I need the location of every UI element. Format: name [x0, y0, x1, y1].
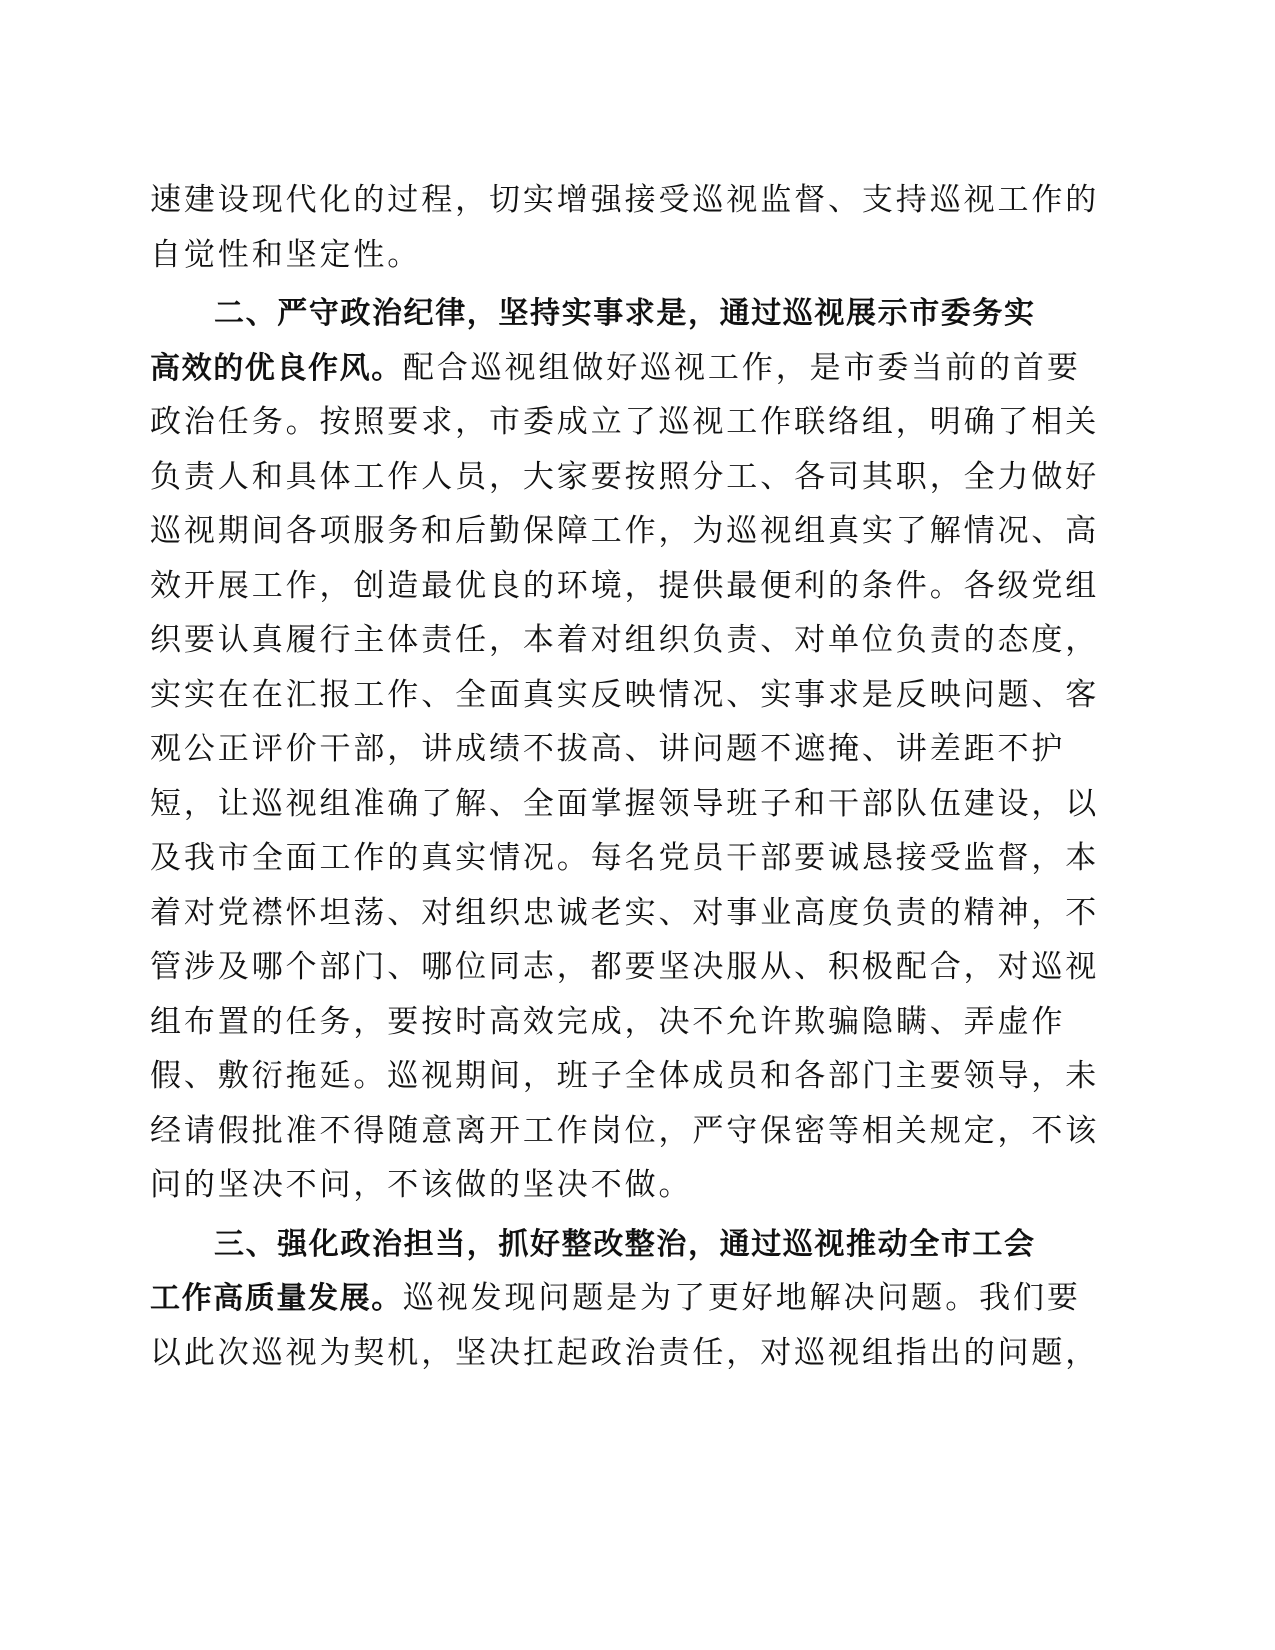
text-line: 织要认真履行主体责任，本着对组织负责、对单位负责的态度， [150, 622, 1100, 658]
body-text: 巡视发现问题是为了更好地解决问题。我们要 [402, 1280, 1081, 1316]
section-heading-line [150, 1217, 1035, 1272]
text-line [150, 1271, 1081, 1326]
section-heading-three: 三、强化政治担当，抓好整改整治，通过巡视推动全市工会 [214, 1226, 1036, 1262]
document-page [150, 173, 1100, 1380]
text-line: 问的坚决不问，不该做的坚决不做。 [150, 1167, 693, 1203]
section-heading-two: 二、严守政治纪律，坚持实事求是，通过巡视展示市委务实 [214, 296, 1036, 331]
text-line: 及我市全面工作的真实情况。每名党员干部要诚恳接受监督，本 [150, 840, 1100, 876]
text-line: 以此次巡视为契机，坚决扛起政治责任，对巡视组指出的问题， [150, 1334, 1100, 1371]
text-line: 巡视期间各项服务和后勤保障工作，为巡视组真实了解情况、高 [150, 513, 1100, 549]
text-line: 着对党襟怀坦荡、对组织忠诚老实、对事业高度负责的精神，不 [150, 894, 1100, 931]
body-text: 配合巡视组做好巡视工作，是市委当前的首要 [402, 349, 1081, 386]
text-line: 经请假批准不得随意离开工作岗位，严守保密等相关规定，不该 [150, 1112, 1100, 1149]
text-line: 效开展工作，创造最优良的环境，提供最便利的条件。各级党组 [150, 567, 1100, 604]
text-line: 速建设现代化的过程，切实增强接受巡视监督、支持巡视工作的 [150, 182, 1100, 218]
text-line: 管涉及哪个部门、哪位同志，都要坚决服从、积极配合，对巡视 [150, 949, 1100, 985]
section-heading-line [150, 286, 1035, 341]
text-line: 短，让巡视组准确了解、全面掌握领导班子和干部队伍建设，以 [150, 785, 1100, 822]
text-line: 自觉性和坚定性。 [150, 236, 422, 273]
text-line: 政治任务。按照要求，市委成立了巡视工作联络组，明确了相关 [150, 404, 1100, 440]
text-line: 观公正评价干部，讲成绩不拔高、讲问题不遮掩、讲差距不护 [150, 731, 1066, 767]
text-line [150, 341, 1081, 396]
text-line: 实实在在汇报工作、全面真实反映情况、实事求是反映问题、客 [150, 676, 1100, 713]
section-heading-three-end: 工作高质量发展。 [150, 1281, 403, 1316]
text-line: 假、敷衍拖延。巡视期间，班子全体成员和各部门主要领导，未 [150, 1058, 1100, 1094]
section-heading-two-end: 高效的优良作风。 [150, 350, 403, 386]
text-line: 负责人和具体工作人员，大家要按照分工、各司其职，全力做好 [150, 458, 1100, 495]
text-line: 组布置的任务，要按时高效完成，决不允许欺骗隐瞒、弄虚作 [150, 1003, 1066, 1040]
